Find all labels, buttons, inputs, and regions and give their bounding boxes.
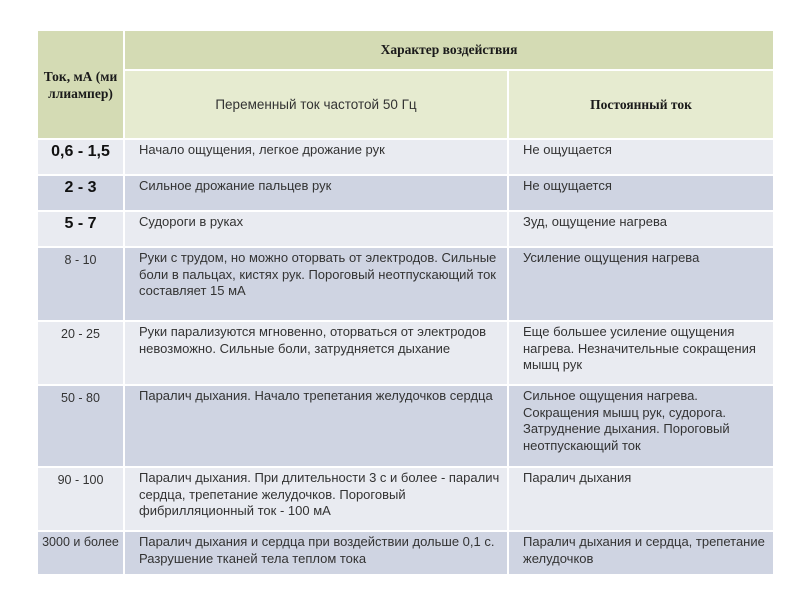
dc-effect-cell: Не ощущается	[508, 139, 774, 175]
dc-effect-cell: Паралич дыхания и сердца, трепетание желудочков	[508, 531, 774, 575]
ac-effect-cell: Паралич дыхания и сердца при воздействии дольше 0,1 с. Разрушение тканей тела теплом тока	[124, 531, 508, 575]
current-cell: 50 - 80	[37, 385, 124, 467]
current-cell: 90 - 100	[37, 467, 124, 531]
header-row-sub	[37, 70, 774, 139]
table-row	[37, 247, 774, 321]
dc-effect-cell: Не ощущается	[508, 175, 774, 211]
ac-effect-cell: Начало ощущения, легкое дрожание рук	[124, 139, 508, 175]
ac-effect-cell: Руки парализуются мгновенно, оторваться от электродов невозможно. Сильные боли, затрудняется дыхание	[124, 321, 508, 385]
current-cell: 2 - 3	[37, 175, 124, 211]
effect-column-header: Характер воздействия	[124, 30, 774, 70]
ac-effect-cell: Судороги в руках	[124, 211, 508, 247]
ac-effect-cell: Паралич дыхания. При длительности 3 с и более - паралич сердца, трепетание желудочков. Пороговый фибрилляционный ток - 100 мА	[124, 467, 508, 531]
table-row	[37, 175, 774, 211]
dc-effect-cell: Паралич дыхания	[508, 467, 774, 531]
ac-effect-cell: Сильное дрожание пальцев рук	[124, 175, 508, 211]
current-column-header: Ток, мА (миллиампер)	[37, 30, 124, 139]
electric-current-effects-table	[36, 29, 775, 576]
table-row	[37, 385, 774, 467]
table-row	[37, 139, 774, 175]
table-row	[37, 467, 774, 531]
dc-effect-cell: Еще большее усиление ощущения нагрева. Незначительные сокращения мышц рук	[508, 321, 774, 385]
dc-effect-cell: Сильное ощущения нагрева. Сокращения мышц рук, судорога. Затруднение дыхания. Пороговый неотпускающий ток	[508, 385, 774, 467]
dc-effect-cell: Зуд, ощущение нагрева	[508, 211, 774, 247]
current-cell: 0,6 - 1,5	[37, 139, 124, 175]
dc-column-header: Постоянный ток	[508, 70, 774, 139]
ac-effect-cell: Руки с трудом, но можно оторвать от электродов. Сильные боли в пальцах, кистях рук. Пороговый неотпускающий ток составляет 15 мА	[124, 247, 508, 321]
table-row	[37, 531, 774, 575]
current-cell: 8 - 10	[37, 247, 124, 321]
ac-column-header: Переменный ток частотой 50 Гц	[124, 70, 508, 139]
current-cell: 5 - 7	[37, 211, 124, 247]
table-row	[37, 321, 774, 385]
table-row	[37, 211, 774, 247]
current-cell: 20 - 25	[37, 321, 124, 385]
dc-effect-cell: Усиление ощущения нагрева	[508, 247, 774, 321]
current-cell: 3000 и более	[37, 531, 124, 575]
ac-effect-cell: Паралич дыхания. Начало трепетания желудочков сердца	[124, 385, 508, 467]
header-row-top	[37, 30, 774, 70]
